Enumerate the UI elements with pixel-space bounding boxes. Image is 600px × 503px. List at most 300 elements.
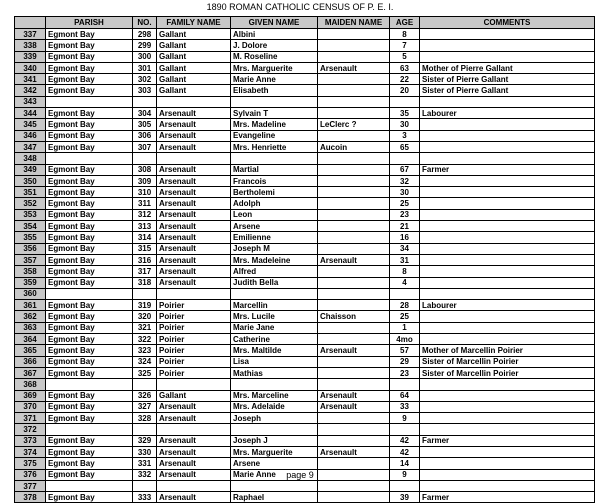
no-cell: 314 — [133, 232, 157, 243]
given-name-cell: J. Dolore — [231, 40, 318, 51]
age-cell: 23 — [390, 209, 420, 220]
family-name-cell: Arsenault — [157, 141, 231, 152]
given-name-cell — [231, 96, 318, 107]
no-cell: 325 — [133, 367, 157, 378]
comments-cell — [420, 254, 595, 265]
family-name-cell: Arsenault — [157, 266, 231, 277]
comments-cell — [420, 198, 595, 209]
table-row — [15, 40, 595, 51]
maiden-name-cell — [318, 367, 390, 378]
parish-cell: Egmont Bay — [46, 254, 133, 265]
family-name-cell: Poirier — [157, 345, 231, 356]
age-cell: 23 — [390, 367, 420, 378]
no-cell: 333 — [133, 492, 157, 503]
family-name-cell: Gallant — [157, 51, 231, 62]
parish-cell: Egmont Bay — [46, 345, 133, 356]
row-number-cell: 356 — [15, 243, 46, 254]
maiden-name-cell — [318, 29, 390, 40]
no-cell: 303 — [133, 85, 157, 96]
parish-cell: Egmont Bay — [46, 209, 133, 220]
family-name-cell: Poirier — [157, 356, 231, 367]
row-number-cell: 349 — [15, 164, 46, 175]
comments-cell — [420, 311, 595, 322]
comments-cell — [420, 277, 595, 288]
family-name-cell: Arsenault — [157, 469, 231, 480]
no-cell: 306 — [133, 130, 157, 141]
family-name-cell: Gallant — [157, 40, 231, 51]
age-cell: 67 — [390, 164, 420, 175]
table-row — [15, 29, 595, 40]
parish-cell — [46, 424, 133, 435]
family-name-cell: Arsenault — [157, 232, 231, 243]
comments-cell — [420, 130, 595, 141]
given-name-cell — [231, 153, 318, 164]
row-number-cell: 368 — [15, 379, 46, 390]
row-number-cell: 353 — [15, 209, 46, 220]
no-cell — [133, 424, 157, 435]
maiden-name-cell — [318, 322, 390, 333]
family-name-cell: Arsenault — [157, 198, 231, 209]
given-name-cell: Mrs. Madeleine — [231, 254, 318, 265]
maiden-name-cell — [318, 232, 390, 243]
given-name-cell: Martial — [231, 164, 318, 175]
header-row-number — [15, 17, 46, 29]
family-name-cell: Arsenault — [157, 458, 231, 469]
comments-cell: Sister of Marcellin Poirier — [420, 356, 595, 367]
age-cell: 57 — [390, 345, 420, 356]
table-row — [15, 232, 595, 243]
parish-cell: Egmont Bay — [46, 51, 133, 62]
row-number-cell: 347 — [15, 141, 46, 152]
maiden-name-cell — [318, 85, 390, 96]
row-number-cell: 367 — [15, 367, 46, 378]
age-cell: 35 — [390, 108, 420, 119]
table-row — [15, 85, 595, 96]
family-name-cell: Arsenault — [157, 187, 231, 198]
maiden-name-cell — [318, 153, 390, 164]
parish-cell: Egmont Bay — [46, 401, 133, 412]
table-row — [15, 62, 595, 73]
no-cell: 323 — [133, 345, 157, 356]
no-cell: 305 — [133, 119, 157, 130]
comments-cell — [420, 40, 595, 51]
family-name-cell — [157, 288, 231, 299]
given-name-cell: Mrs. Marceline — [231, 390, 318, 401]
comments-cell: Sister of Marcellin Poirier — [420, 367, 595, 378]
row-number-cell: 342 — [15, 85, 46, 96]
given-name-cell: Mrs. Maltilde — [231, 345, 318, 356]
family-name-cell: Gallant — [157, 62, 231, 73]
parish-cell: Egmont Bay — [46, 175, 133, 186]
given-name-cell: Mrs. Henriette — [231, 141, 318, 152]
maiden-name-cell — [318, 266, 390, 277]
no-cell: 309 — [133, 175, 157, 186]
parish-cell — [46, 379, 133, 390]
comments-cell: Sister of Pierre Gallant — [420, 85, 595, 96]
comments-cell — [420, 209, 595, 220]
age-cell: 7 — [390, 40, 420, 51]
parish-cell: Egmont Bay — [46, 130, 133, 141]
maiden-name-cell — [318, 458, 390, 469]
table-row — [15, 401, 595, 412]
no-cell: 332 — [133, 469, 157, 480]
family-name-cell: Arsenault — [157, 164, 231, 175]
header-comments: COMMENTS — [420, 17, 595, 29]
maiden-name-cell — [318, 108, 390, 119]
table-row — [15, 108, 595, 119]
table-row — [15, 119, 595, 130]
row-number-cell: 351 — [15, 187, 46, 198]
maiden-name-cell — [318, 243, 390, 254]
parish-cell: Egmont Bay — [46, 367, 133, 378]
parish-cell: Egmont Bay — [46, 390, 133, 401]
no-cell: 318 — [133, 277, 157, 288]
comments-cell — [420, 243, 595, 254]
maiden-name-cell — [318, 413, 390, 424]
given-name-cell: Mrs. Adelaide — [231, 401, 318, 412]
comments-cell — [420, 413, 595, 424]
age-cell: 42 — [390, 435, 420, 446]
maiden-name-cell: Arsenault — [318, 254, 390, 265]
header-maiden-name: MAIDEN NAME — [318, 17, 390, 29]
no-cell — [133, 96, 157, 107]
table-row — [15, 413, 595, 424]
given-name-cell: Marie Anne — [231, 74, 318, 85]
no-cell: 315 — [133, 243, 157, 254]
family-name-cell: Poirier — [157, 300, 231, 311]
age-cell: 39 — [390, 492, 420, 503]
maiden-name-cell: Arsenault — [318, 62, 390, 73]
table-row — [15, 277, 595, 288]
age-cell — [390, 96, 420, 107]
document-title: 1890 ROMAN CATHOLIC CENSUS OF P. E. I. — [206, 2, 394, 12]
age-cell: 3 — [390, 130, 420, 141]
comments-cell — [420, 232, 595, 243]
row-number-cell: 378 — [15, 492, 46, 503]
comments-cell — [420, 221, 595, 232]
parish-cell: Egmont Bay — [46, 62, 133, 73]
given-name-cell: Evangeline — [231, 130, 318, 141]
comments-cell — [420, 266, 595, 277]
parish-cell: Egmont Bay — [46, 311, 133, 322]
header-no: NO. — [133, 17, 157, 29]
age-cell: 4mo — [390, 334, 420, 345]
maiden-name-cell — [318, 435, 390, 446]
maiden-name-cell — [318, 175, 390, 186]
parish-cell: Egmont Bay — [46, 40, 133, 51]
no-cell: 321 — [133, 322, 157, 333]
row-number-cell: 364 — [15, 334, 46, 345]
family-name-cell — [157, 424, 231, 435]
parish-cell: Egmont Bay — [46, 469, 133, 480]
family-name-cell: Arsenault — [157, 209, 231, 220]
table-row — [15, 322, 595, 333]
row-number-cell: 348 — [15, 153, 46, 164]
table-row — [15, 458, 595, 469]
maiden-name-cell: Aucoin — [318, 141, 390, 152]
table-row — [15, 424, 595, 435]
maiden-name-cell — [318, 209, 390, 220]
age-cell: 34 — [390, 243, 420, 254]
given-name-cell: Raphael — [231, 492, 318, 503]
age-cell — [390, 379, 420, 390]
given-name-cell — [231, 424, 318, 435]
table-row — [15, 153, 595, 164]
row-number-cell: 365 — [15, 345, 46, 356]
no-cell: 299 — [133, 40, 157, 51]
comments-cell: Farmer — [420, 492, 595, 503]
given-name-cell: Sylvain T — [231, 108, 318, 119]
comments-cell — [420, 446, 595, 457]
no-cell: 304 — [133, 108, 157, 119]
parish-cell: Egmont Bay — [46, 334, 133, 345]
row-number-cell: 350 — [15, 175, 46, 186]
family-name-cell: Gallant — [157, 85, 231, 96]
table-row — [15, 198, 595, 209]
maiden-name-cell: Arsenault — [318, 390, 390, 401]
maiden-name-cell — [318, 379, 390, 390]
given-name-cell: Catherine — [231, 334, 318, 345]
family-name-cell: Arsenault — [157, 254, 231, 265]
age-cell: 16 — [390, 232, 420, 243]
parish-cell: Egmont Bay — [46, 119, 133, 130]
no-cell: 298 — [133, 29, 157, 40]
family-name-cell: Poirier — [157, 334, 231, 345]
table-row — [15, 367, 595, 378]
parish-cell: Egmont Bay — [46, 85, 133, 96]
family-name-cell: Arsenault — [157, 221, 231, 232]
family-name-cell: Arsenault — [157, 401, 231, 412]
header-age: AGE — [390, 17, 420, 29]
row-number-cell: 373 — [15, 435, 46, 446]
comments-cell — [420, 29, 595, 40]
no-cell: 320 — [133, 311, 157, 322]
comments-cell: Labourer — [420, 300, 595, 311]
given-name-cell: Mathias — [231, 367, 318, 378]
comments-cell — [420, 175, 595, 186]
parish-cell: Egmont Bay — [46, 277, 133, 288]
no-cell: 312 — [133, 209, 157, 220]
table-row — [15, 221, 595, 232]
maiden-name-cell — [318, 492, 390, 503]
maiden-name-cell — [318, 130, 390, 141]
row-number-cell: 345 — [15, 119, 46, 130]
header-row — [15, 17, 595, 29]
comments-cell — [420, 322, 595, 333]
family-name-cell: Arsenault — [157, 413, 231, 424]
given-name-cell: Lisa — [231, 356, 318, 367]
family-name-cell: Arsenault — [157, 243, 231, 254]
age-cell: 30 — [390, 187, 420, 198]
row-number-cell: 352 — [15, 198, 46, 209]
no-cell: 311 — [133, 198, 157, 209]
table-row — [15, 266, 595, 277]
age-cell: 8 — [390, 266, 420, 277]
given-name-cell: Joseph J — [231, 435, 318, 446]
maiden-name-cell — [318, 424, 390, 435]
parish-cell: Egmont Bay — [46, 413, 133, 424]
given-name-cell: Elisabeth — [231, 85, 318, 96]
no-cell: 302 — [133, 74, 157, 85]
age-cell: 20 — [390, 85, 420, 96]
maiden-name-cell: LeClerc ? — [318, 119, 390, 130]
parish-cell — [46, 153, 133, 164]
family-name-cell: Gallant — [157, 390, 231, 401]
no-cell — [133, 153, 157, 164]
given-name-cell: Francois — [231, 175, 318, 186]
parish-cell: Egmont Bay — [46, 446, 133, 457]
age-cell: 22 — [390, 74, 420, 85]
table-row — [15, 254, 595, 265]
page-number: page 9 — [286, 470, 314, 480]
table-row — [15, 74, 595, 85]
row-number-cell: 376 — [15, 469, 46, 480]
maiden-name-cell — [318, 51, 390, 62]
age-cell: 32 — [390, 175, 420, 186]
age-cell: 31 — [390, 254, 420, 265]
table-header — [15, 17, 595, 29]
maiden-name-cell — [318, 96, 390, 107]
row-number-cell: 357 — [15, 254, 46, 265]
given-name-cell: Albini — [231, 29, 318, 40]
row-number-cell: 355 — [15, 232, 46, 243]
no-cell: 326 — [133, 390, 157, 401]
row-number-cell: 359 — [15, 277, 46, 288]
parish-cell: Egmont Bay — [46, 243, 133, 254]
maiden-name-cell — [318, 300, 390, 311]
census-table — [14, 16, 595, 503]
given-name-cell: Arsene — [231, 221, 318, 232]
parish-cell: Egmont Bay — [46, 322, 133, 333]
row-number-cell: 338 — [15, 40, 46, 51]
comments-cell: Labourer — [420, 108, 595, 119]
given-name-cell: Marcellin — [231, 300, 318, 311]
no-cell: 330 — [133, 446, 157, 457]
table-row — [15, 130, 595, 141]
no-cell: 310 — [133, 187, 157, 198]
age-cell: 8 — [390, 29, 420, 40]
row-number-cell: 363 — [15, 322, 46, 333]
given-name-cell: Joseph M — [231, 243, 318, 254]
parish-cell: Egmont Bay — [46, 435, 133, 446]
given-name-cell: Arsene — [231, 458, 318, 469]
no-cell: 316 — [133, 254, 157, 265]
no-cell: 308 — [133, 164, 157, 175]
row-number-cell: 374 — [15, 446, 46, 457]
header-parish: PARISH — [46, 17, 133, 29]
header-family-name: FAMILY NAME — [157, 17, 231, 29]
row-number-cell: 341 — [15, 74, 46, 85]
row-number-cell: 344 — [15, 108, 46, 119]
given-name-cell: Judith Bella — [231, 277, 318, 288]
row-number-cell: 346 — [15, 130, 46, 141]
table-row — [15, 141, 595, 152]
no-cell: 322 — [133, 334, 157, 345]
comments-cell — [420, 334, 595, 345]
parish-cell: Egmont Bay — [46, 232, 133, 243]
age-cell: 64 — [390, 390, 420, 401]
given-name-cell: Emilienne — [231, 232, 318, 243]
family-name-cell — [157, 96, 231, 107]
given-name-cell: Mrs. Madeline — [231, 119, 318, 130]
comments-cell — [420, 141, 595, 152]
table-row — [15, 334, 595, 345]
row-number-cell: 371 — [15, 413, 46, 424]
age-cell: 1 — [390, 322, 420, 333]
table-row — [15, 243, 595, 254]
row-number-cell: 375 — [15, 458, 46, 469]
age-cell: 28 — [390, 300, 420, 311]
parish-cell — [46, 288, 133, 299]
family-name-cell — [157, 153, 231, 164]
comments-cell — [420, 424, 595, 435]
age-cell: 63 — [390, 62, 420, 73]
no-cell: 327 — [133, 401, 157, 412]
row-number-cell: 337 — [15, 29, 46, 40]
table-row — [15, 311, 595, 322]
comments-cell — [420, 401, 595, 412]
given-name-cell — [231, 379, 318, 390]
maiden-name-cell: Arsenault — [318, 401, 390, 412]
parish-cell: Egmont Bay — [46, 187, 133, 198]
table-body — [15, 29, 595, 503]
no-cell: 307 — [133, 141, 157, 152]
maiden-name-cell: Chaisson — [318, 311, 390, 322]
family-name-cell: Arsenault — [157, 277, 231, 288]
table-row — [15, 51, 595, 62]
no-cell: 331 — [133, 458, 157, 469]
no-cell — [133, 379, 157, 390]
given-name-cell: Marie Anne — [231, 469, 318, 480]
given-name-cell: Mrs. Marguerite — [231, 62, 318, 73]
no-cell: 300 — [133, 51, 157, 62]
age-cell: 5 — [390, 51, 420, 62]
given-name-cell: M. Roseline — [231, 51, 318, 62]
given-name-cell — [231, 288, 318, 299]
given-name-cell: Bertholemi — [231, 187, 318, 198]
table-row — [15, 390, 595, 401]
parish-cell: Egmont Bay — [46, 300, 133, 311]
comments-cell: Mother of Pierre Gallant — [420, 62, 595, 73]
no-cell: 313 — [133, 221, 157, 232]
age-cell: 42 — [390, 446, 420, 457]
parish-cell: Egmont Bay — [46, 29, 133, 40]
age-cell: 14 — [390, 458, 420, 469]
row-number-cell: 340 — [15, 62, 46, 73]
given-name-cell: Mrs. Lucile — [231, 311, 318, 322]
row-number-cell: 360 — [15, 288, 46, 299]
family-name-cell: Arsenault — [157, 130, 231, 141]
parish-cell: Egmont Bay — [46, 74, 133, 85]
table-row — [15, 446, 595, 457]
age-cell — [390, 153, 420, 164]
family-name-cell: Arsenault — [157, 492, 231, 503]
age-cell — [390, 288, 420, 299]
age-cell: 25 — [390, 311, 420, 322]
comments-cell — [420, 96, 595, 107]
age-cell: 21 — [390, 221, 420, 232]
age-cell: 25 — [390, 198, 420, 209]
maiden-name-cell — [318, 356, 390, 367]
age-cell: 9 — [390, 413, 420, 424]
family-name-cell: Arsenault — [157, 446, 231, 457]
age-cell: 9 — [390, 469, 420, 480]
table-row — [15, 187, 595, 198]
comments-cell: Farmer — [420, 164, 595, 175]
parish-cell: Egmont Bay — [46, 266, 133, 277]
comments-cell — [420, 390, 595, 401]
row-number-cell: 339 — [15, 51, 46, 62]
